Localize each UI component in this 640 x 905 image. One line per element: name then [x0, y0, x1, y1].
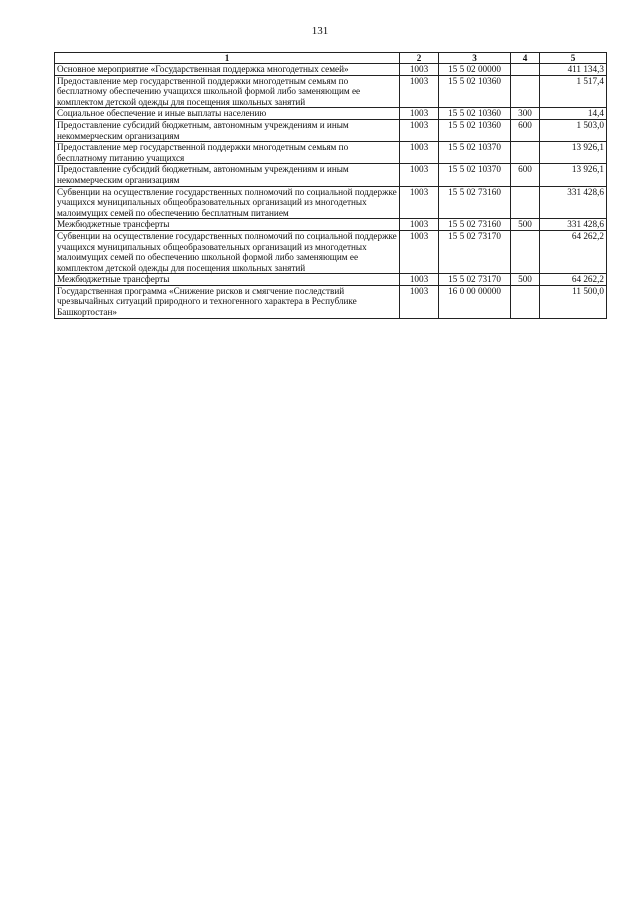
row-amount: 13 926,1: [540, 142, 607, 164]
row-amount: 1 517,4: [540, 75, 607, 108]
row-amount: 64 262,2: [540, 230, 607, 273]
row-expense-type: [511, 186, 540, 219]
row-section: 1003: [400, 108, 439, 120]
header-col-name: 1: [55, 53, 400, 64]
table-row: [55, 164, 607, 186]
row-amount: 64 262,2: [540, 274, 607, 286]
table-row: [55, 108, 607, 120]
row-section: 1003: [400, 119, 439, 141]
header-col-amount: 5: [540, 53, 607, 64]
row-section: 1003: [400, 230, 439, 273]
table-row: [55, 142, 607, 164]
row-name: Основное мероприятие «Государственная поддержка многодетных семей»: [55, 64, 400, 76]
row-amount: 331 428,6: [540, 219, 607, 231]
row-section: 1003: [400, 219, 439, 231]
table-header: [55, 53, 607, 64]
header-col-expense-type: 4: [511, 53, 540, 64]
row-name: Предоставление мер государственной поддержки многодетным семьям по бесплатному питанию учащихся: [55, 142, 400, 164]
row-target: 15 5 02 73170: [439, 230, 511, 273]
row-section: 1003: [400, 285, 439, 318]
table-row: [55, 285, 607, 318]
table-row: [55, 186, 607, 219]
row-expense-type: [511, 285, 540, 318]
row-amount: 1 503,0: [540, 119, 607, 141]
row-amount: 11 500,0: [540, 285, 607, 318]
row-target: 15 5 02 10360: [439, 75, 511, 108]
row-name: Предоставление субсидий бюджетным, автономным учреждениям и иным некоммерческим организациям: [55, 119, 400, 141]
row-name: Межбюджетные трансферты: [55, 274, 400, 286]
row-name: Межбюджетные трансферты: [55, 219, 400, 231]
row-expense-type: 500: [511, 219, 540, 231]
row-section: 1003: [400, 64, 439, 76]
row-expense-type: 300: [511, 108, 540, 120]
table-row: [55, 230, 607, 273]
row-name: Субвенции на осуществление государственных полномочий по социальной поддержке учащихся муниципальных общеобразовательных организаций из многодетных малоимущих семей по обеспечению бесплатным питанием: [55, 186, 400, 219]
row-expense-type: 600: [511, 119, 540, 141]
row-name: Государственная программа «Снижение рисков и смягчение последствий чрезвычайных ситуаций природного и техногенного характера в Республике Башкортостан»: [55, 285, 400, 318]
row-target: 15 5 02 00000: [439, 64, 511, 76]
table-row: [55, 219, 607, 231]
row-name: Субвенции на осуществление государственных полномочий по социальной поддержке учащихся муниципальных общеобразовательных организаций из многодетных малоимущих семей по обеспечению школьной формой либо заменяющим ее комплектом детской одежды для посещения школьных занятий: [55, 230, 400, 273]
header-row: [55, 53, 607, 64]
row-expense-type: [511, 75, 540, 108]
row-section: 1003: [400, 274, 439, 286]
row-target: 15 5 02 10370: [439, 142, 511, 164]
row-amount: 13 926,1: [540, 164, 607, 186]
row-amount: 411 134,3: [540, 64, 607, 76]
row-amount: 14,4: [540, 108, 607, 120]
row-section: 1003: [400, 142, 439, 164]
row-expense-type: [511, 230, 540, 273]
row-target: 15 5 02 10370: [439, 164, 511, 186]
row-name: Предоставление мер государственной поддержки многодетным семьям по бесплатному обеспечению учащихся школьной формой либо заменяющим ее комплектом детской одежды для посещения школьных занятий: [55, 75, 400, 108]
row-target: 16 0 00 00000: [439, 285, 511, 318]
table-row: [55, 274, 607, 286]
header-col-section: 2: [400, 53, 439, 64]
row-target: 15 5 02 73170: [439, 274, 511, 286]
row-section: 1003: [400, 186, 439, 219]
row-target: 15 5 02 73160: [439, 186, 511, 219]
budget-table: [54, 52, 607, 319]
row-name: Социальное обеспечение и иные выплаты населению: [55, 108, 400, 120]
row-expense-type: [511, 142, 540, 164]
row-expense-type: [511, 64, 540, 76]
row-target: 15 5 02 73160: [439, 219, 511, 231]
table-body: [55, 64, 607, 319]
row-target: 15 5 02 10360: [439, 119, 511, 141]
table-row: [55, 64, 607, 76]
table-row: [55, 75, 607, 108]
row-expense-type: 600: [511, 164, 540, 186]
row-section: 1003: [400, 75, 439, 108]
row-amount: 331 428,6: [540, 186, 607, 219]
table-row: [55, 119, 607, 141]
row-name: Предоставление субсидий бюджетным, автономным учреждениям и иным некоммерческим организациям: [55, 164, 400, 186]
row-expense-type: 500: [511, 274, 540, 286]
header-col-target: 3: [439, 53, 511, 64]
row-section: 1003: [400, 164, 439, 186]
page-number: 131: [311, 25, 329, 37]
row-target: 15 5 02 10360: [439, 108, 511, 120]
